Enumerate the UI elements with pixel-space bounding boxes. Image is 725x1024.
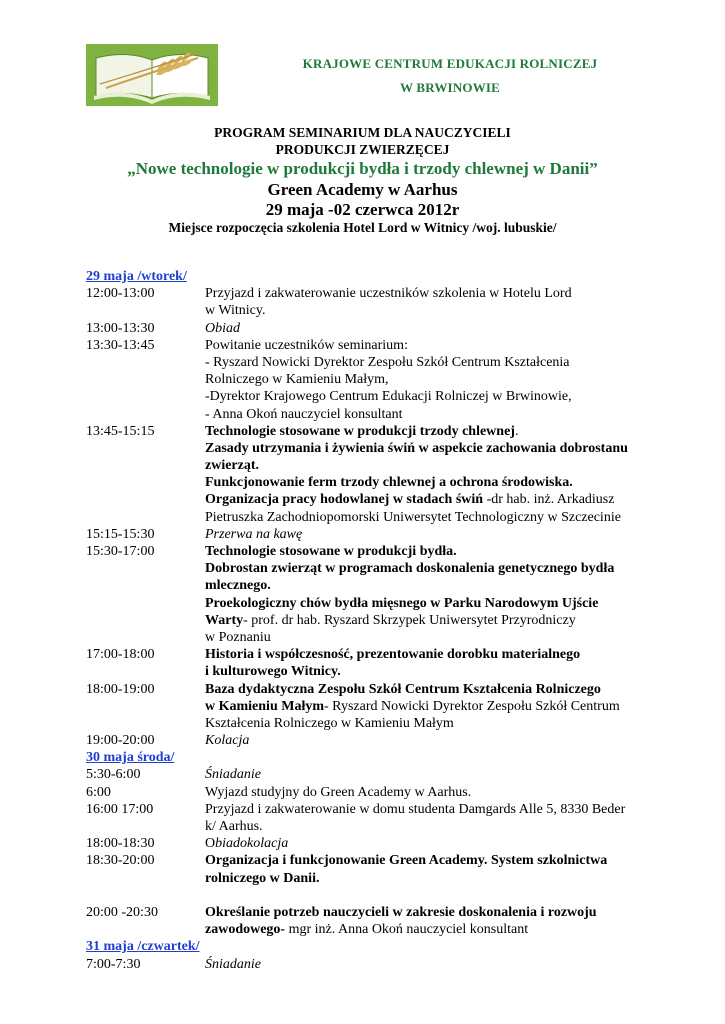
day-heading: 29 maja /wtorek/ bbox=[86, 269, 187, 284]
agenda-time: 18:00-18:30 bbox=[86, 836, 155, 852]
description-line bbox=[205, 646, 646, 663]
agenda-row bbox=[86, 337, 646, 423]
agenda-description bbox=[205, 320, 646, 337]
description-line bbox=[205, 560, 646, 577]
description-line bbox=[205, 698, 646, 715]
agenda-description bbox=[205, 732, 646, 749]
agenda-row bbox=[86, 956, 646, 973]
agenda-description bbox=[205, 956, 646, 973]
logo bbox=[86, 44, 218, 106]
description-line bbox=[205, 818, 646, 835]
text-segment: Pietruszka Zachodniopomorski Uniwersytet Technologiczny w Szczecinie bbox=[205, 509, 621, 525]
description-line bbox=[205, 595, 646, 612]
text-segment: k/ Aarhus. bbox=[205, 819, 263, 835]
description-line bbox=[205, 663, 646, 680]
spacer bbox=[86, 887, 646, 904]
org-name-line2: W BRWINOWIE bbox=[399, 80, 501, 95]
description-line bbox=[205, 801, 646, 818]
description-line bbox=[205, 835, 646, 852]
text-segment: -Dyrektor Krajowego Centrum Edukacji Rolniczej w Brwinowie, bbox=[205, 389, 572, 405]
text-segment: Organizacja i funkcjonowanie Green Academy. System szkolnictwa bbox=[205, 853, 608, 869]
agenda-time: 16:00 17:00 bbox=[86, 801, 154, 817]
text-segment: w Poznaniu bbox=[205, 629, 271, 645]
description-line bbox=[205, 285, 646, 302]
agenda-description bbox=[205, 904, 646, 938]
text-segment: Proekologiczny chów bydła mięsnego w Parku Narodowym Ujście bbox=[205, 595, 599, 611]
description-line bbox=[205, 423, 646, 440]
text-segment: mlecznego. bbox=[205, 578, 271, 594]
text-segment: Przyjazd i zakwaterowanie uczestników szkolenia w Hotelu Lord bbox=[205, 286, 572, 302]
day-heading: 30 maja środa/ bbox=[86, 750, 175, 766]
text-segment: i kulturowego Witnicy. bbox=[205, 664, 341, 680]
agenda-description bbox=[205, 766, 646, 783]
agenda bbox=[86, 268, 646, 973]
description-line bbox=[205, 612, 646, 629]
description-line bbox=[205, 852, 646, 869]
agenda-time: 19:00-20:00 bbox=[86, 733, 155, 749]
text-segment: rolniczego w Danii. bbox=[205, 870, 320, 886]
text-segment: - Ryszard Nowicki Dyrektor Zespołu Szkół Centrum bbox=[324, 698, 620, 714]
description-line bbox=[205, 715, 646, 732]
text-segment: Śniadanie bbox=[205, 767, 261, 783]
text-segment: Dobrostan zwierząt w programach doskonalenia genetycznego bydła bbox=[205, 561, 615, 577]
org-name-line1: KRAJOWE CENTRUM EDUKACJI ROLNICZEJ bbox=[302, 56, 598, 71]
description-line bbox=[205, 766, 646, 783]
text-segment: Kolacja bbox=[205, 733, 250, 749]
agenda-description bbox=[205, 543, 646, 646]
agenda-row bbox=[86, 835, 646, 852]
text-segment: Historia i współczesność, prezentowanie dorobku materialnego bbox=[205, 647, 581, 663]
agenda-time: 13:30-13:45 bbox=[86, 337, 155, 353]
text-segment: - Anna Okoń nauczyciel konsultant bbox=[205, 406, 403, 422]
description-line bbox=[205, 904, 646, 921]
text-segment: Powitanie uczestników seminarium: bbox=[205, 337, 408, 353]
agenda-row bbox=[86, 646, 646, 680]
agenda-description bbox=[205, 784, 646, 801]
description-line bbox=[205, 526, 646, 543]
description-line bbox=[205, 320, 646, 337]
agenda-description bbox=[205, 835, 646, 852]
agenda-description bbox=[205, 801, 646, 835]
text-segment: Określanie potrzeb nauczycieli w zakresie doskonalenia i rozwoju bbox=[205, 905, 597, 921]
text-segment: . bbox=[514, 423, 519, 439]
agenda-description bbox=[205, 526, 646, 543]
agenda-row bbox=[86, 285, 646, 319]
description-line bbox=[205, 732, 646, 749]
text-segment: Przyjazd i zakwaterowanie w domu studenta Damgards Alle 5, 8330 Beder bbox=[205, 801, 626, 817]
text-segment: Przerwa na kawę bbox=[205, 526, 303, 542]
agenda-time: 15:15-15:30 bbox=[86, 526, 155, 542]
text-segment: w Kamieniu Małym bbox=[205, 698, 324, 714]
agenda-description bbox=[205, 337, 646, 423]
program-line1: PROGRAM SEMINARIUM DLA NAUCZYCIELI bbox=[214, 125, 511, 140]
agenda-description bbox=[205, 646, 646, 680]
description-line bbox=[205, 509, 646, 526]
agenda-time: 6:00 bbox=[86, 784, 111, 800]
description-line bbox=[205, 388, 646, 405]
description-line bbox=[205, 681, 646, 698]
description-line bbox=[205, 474, 646, 491]
description-line bbox=[205, 629, 646, 646]
seminar-dates: 29 maja -02 czerwca 2012r bbox=[265, 200, 460, 219]
text-segment: - Ryszard Nowicki Dyrektor Zespołu Szkół Centrum Kształcenia bbox=[205, 354, 570, 370]
seminar-location: Miejsce rozpoczęcia szkolenia Hotel Lord w Witnicy /woj. lubuskie/ bbox=[168, 220, 557, 235]
agenda-time: 13:00-13:30 bbox=[86, 320, 155, 336]
text-segment: Kształcenia Rolniczego w Kamieniu Małym bbox=[205, 715, 454, 731]
text-segment: Warty bbox=[205, 612, 244, 628]
agenda-row bbox=[86, 320, 646, 337]
description-line bbox=[205, 337, 646, 354]
description-line bbox=[205, 921, 646, 938]
description-line bbox=[205, 302, 646, 319]
seminar-title: „Nowe technologie w produkcji bydła i trzody chlewnej w Danii” bbox=[127, 159, 598, 178]
agenda-row bbox=[86, 801, 646, 835]
agenda-time: 12:00-13:00 bbox=[86, 286, 155, 302]
agenda-row bbox=[86, 784, 646, 801]
description-line bbox=[205, 371, 646, 388]
agenda-row bbox=[86, 681, 646, 733]
agenda-description bbox=[205, 423, 646, 526]
agenda-row bbox=[86, 526, 646, 543]
agenda-description bbox=[205, 681, 646, 733]
agenda-description bbox=[205, 852, 646, 886]
agenda-time: 5:30-6:00 bbox=[86, 767, 141, 783]
agenda-time: 18:00-19:00 bbox=[86, 681, 155, 697]
text-segment: Śniadanie bbox=[205, 956, 261, 972]
agenda-row bbox=[86, 732, 646, 749]
text-segment: Rolniczego w Kamieniu Małym, bbox=[205, 372, 389, 388]
text-segment: Zasady utrzymania i żywienia świń w aspekcie zachowania dobrostanu bbox=[205, 440, 628, 456]
agenda-time: 7:00-7:30 bbox=[86, 956, 141, 972]
text-segment: Baza dydaktyczna Zespołu Szkół Centrum Kształcenia Rolniczego bbox=[205, 681, 601, 697]
agenda-row bbox=[86, 904, 646, 938]
agenda-time: 18:30-20:00 bbox=[86, 853, 155, 869]
description-line bbox=[205, 784, 646, 801]
agenda-time: 20:00 -20:30 bbox=[86, 905, 158, 921]
description-line bbox=[205, 956, 646, 973]
text-segment: Wyjazd studyjny do Green Academy w Aarhus. bbox=[205, 784, 472, 800]
text-segment: Technologie stosowane w produkcji trzody chlewnej bbox=[205, 423, 515, 439]
text-segment: O bbox=[205, 836, 216, 852]
description-line bbox=[205, 491, 646, 508]
program-line2: PRODUKCJI ZWIERZĘCEJ bbox=[275, 142, 450, 157]
agenda-row bbox=[86, 423, 646, 526]
agenda-time: 15:30-17:00 bbox=[86, 544, 155, 560]
agenda-row bbox=[86, 852, 646, 886]
text-segment: Funkcjonowanie ferm trzody chlewnej a ochrona środowiska. bbox=[205, 475, 573, 491]
description-line bbox=[205, 354, 646, 371]
text-segment: w Witnicy. bbox=[205, 303, 266, 319]
agenda-row bbox=[86, 766, 646, 783]
book-wheat-icon bbox=[86, 44, 218, 106]
agenda-row bbox=[86, 543, 646, 646]
agenda-time: 13:45-15:15 bbox=[86, 423, 155, 439]
academy-name: Green Academy w Aarhus bbox=[267, 180, 458, 199]
text-segment: zwierząt. bbox=[205, 458, 260, 474]
description-line bbox=[205, 406, 646, 423]
description-line bbox=[205, 457, 646, 474]
description-line bbox=[205, 870, 646, 887]
text-segment: - prof. dr hab. Ryszard Skrzypek Uniwersytet Przyrodniczy bbox=[243, 612, 576, 628]
agenda-time: 17:00-18:00 bbox=[86, 647, 155, 663]
description-line bbox=[205, 543, 646, 560]
text-segment: Technologie stosowane w produkcji bydła. bbox=[205, 544, 457, 560]
day-heading: 31 maja /czwartek/ bbox=[86, 939, 200, 955]
text-segment: -dr hab. inż. Arkadiusz bbox=[483, 492, 615, 508]
text-segment: zawodowego- bbox=[205, 922, 286, 938]
text-segment: Organizacja pracy hodowlanej w stadach świń bbox=[205, 492, 484, 508]
agenda-description bbox=[205, 285, 646, 319]
text-segment: mgr inż. Anna Okoń nauczyciel konsultant bbox=[285, 922, 529, 938]
description-line bbox=[205, 440, 646, 457]
text-segment: Obiad bbox=[205, 320, 240, 336]
description-line bbox=[205, 577, 646, 594]
text-segment: biadokolacja bbox=[215, 836, 289, 852]
